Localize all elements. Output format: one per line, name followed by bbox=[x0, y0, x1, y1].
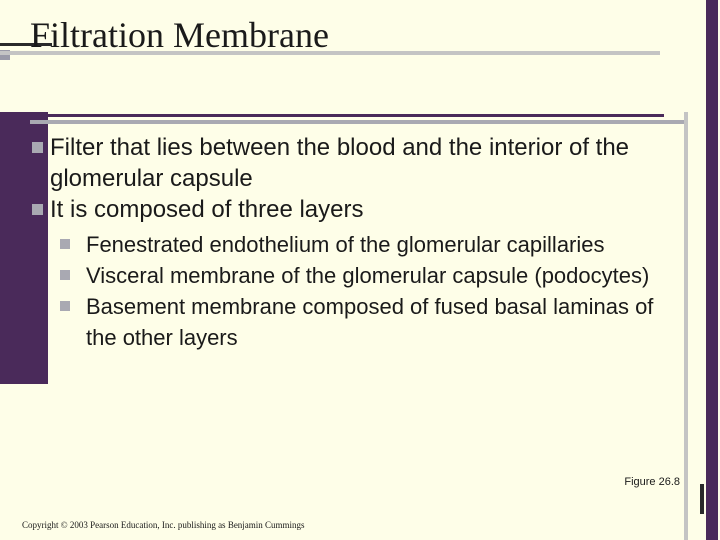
bullet-item bbox=[30, 194, 680, 225]
sub-bullet-text: Fenestrated endothelium of the glomerular capillaries bbox=[86, 232, 605, 257]
sub-bullet-item bbox=[30, 229, 680, 260]
square-bullet-icon bbox=[60, 270, 70, 280]
sub-bullet-text: Basement membrane composed of fused basal laminas of the other layers bbox=[86, 294, 654, 350]
sub-bullet-item bbox=[30, 260, 680, 291]
square-bullet-icon bbox=[60, 239, 70, 249]
copyright-notice: Copyright © 2003 Pearson Education, Inc. publishing as Benjamin Cummings bbox=[22, 520, 305, 530]
right-corner-accent bbox=[700, 484, 704, 514]
sub-bullet-item bbox=[30, 291, 680, 353]
right-gray-line bbox=[684, 112, 688, 540]
square-bullet-icon bbox=[32, 204, 43, 215]
slide-content bbox=[30, 132, 680, 353]
right-accent-bar bbox=[706, 0, 718, 540]
sub-bullet-text: Visceral membrane of the glomerular capsule (podocytes) bbox=[86, 263, 650, 288]
figure-reference: Figure 26.8 bbox=[624, 476, 680, 488]
bullet-item bbox=[30, 132, 680, 194]
slide-title: Filtration Membrane bbox=[30, 15, 329, 55]
square-bullet-icon bbox=[32, 142, 43, 153]
header-rule-purple bbox=[30, 114, 664, 117]
bullet-text: It is composed of three layers bbox=[50, 196, 364, 223]
header-rule-gray bbox=[30, 120, 684, 124]
square-bullet-icon bbox=[60, 301, 70, 311]
bullet-text: Filter that lies between the blood and the interior of the glomerular capsule bbox=[50, 134, 630, 192]
